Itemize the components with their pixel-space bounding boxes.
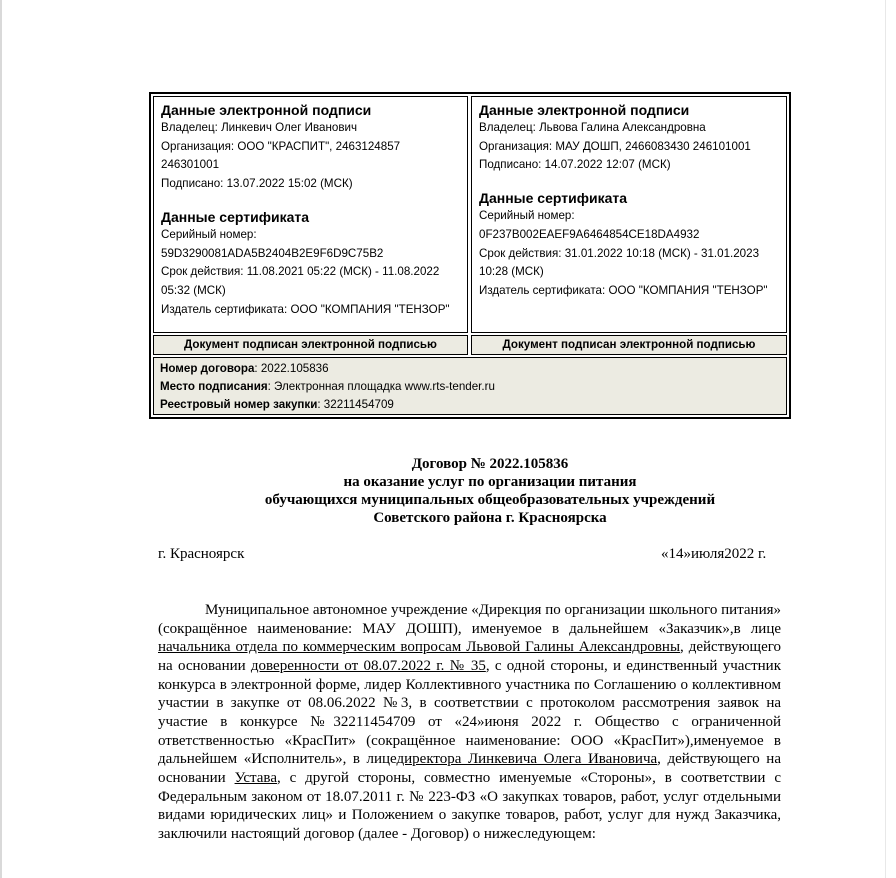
certificate-title: Данные сертификата — [479, 190, 627, 207]
signing-place-row: Место подписания: Электронная площадка www.rts-tender.ru — [160, 380, 495, 393]
certificate-validity: Срок действия: 11.08.2021 05:22 (МСК) - 11.08.2022 — [161, 265, 440, 279]
signature-panel-right — [471, 96, 787, 333]
certificate-issuer: Издатель сертификата: ООО "КОМПАНИЯ "ТЕНЗОР" — [161, 302, 450, 316]
contract-date: «14»июля2022 г. — [661, 546, 767, 562]
contract-city: г. Красноярск — [158, 546, 245, 562]
signature-title: Данные электронной подписи — [161, 102, 372, 118]
signature-organization: Организация: ООО "КРАСПИТ", 2463124857 — [161, 139, 401, 153]
certificate-serial: 0F237B002EAEF9A6464854CE18DA4932 — [479, 227, 700, 241]
certificate-serial-label: Серийный номер: — [479, 209, 575, 223]
electronic-signature-stamp — [149, 92, 791, 419]
certificate-validity-cont: 10:28 (МСК) — [479, 265, 544, 279]
page-left-edge — [0, 0, 2, 878]
certificate-validity-cont: 05:32 (МСК) — [161, 283, 226, 297]
signature-panel-left — [153, 96, 468, 333]
signature-title: Данные электронной подписи — [479, 102, 690, 118]
contract-info-panel — [153, 357, 787, 415]
certificate-issuer: Издатель сертификата: ООО "КОМПАНИЯ "ТЕНЗОР" — [479, 283, 768, 297]
contract-number-row: Номер договора: 2022.105836 — [160, 362, 329, 375]
signed-status-label-right: Документ подписан электронной подписью — [471, 335, 787, 355]
contract-title: Договор № 2022.105836 на оказание услуг по организации питания обучающихся муниципальных общеобразовательных учреждений Советского района г. Красноярска — [264, 456, 716, 526]
signature-signed-date: Подписано: 14.07.2022 12:07 (МСК) — [479, 158, 671, 172]
signature-owner: Владелец: Линкевич Олег Иванович — [161, 121, 357, 134]
signature-organization: Организация: МАУ ДОШП, 2466083430 246101001 — [479, 139, 751, 153]
signature-organization-cont: 246301001 — [161, 158, 220, 172]
signature-signed-date: Подписано: 13.07.2022 15:02 (МСК) — [161, 177, 353, 191]
certificate-serial-label: Серийный номер: — [161, 227, 257, 241]
page-right-edge — [885, 0, 886, 878]
signed-status-label-left: Документ подписан электронной подписью — [153, 335, 468, 355]
contract-preamble: Муниципальное автономное учреждение «Дирекция по организации школьного питания» (сокращённое наименование: МАУ ДОШП), именуемое в дальнейшем «Заказчик»,в лице начальника отдела по коммерческим вопросам Львовой Галины Александровны, действующего на основании доверенности от 08.07.2022 г. № 35, с одной стороны, и единственный участник конкурса в электронной форме, лидер Коллективного участника по Соглашению о коллективном участии в закупке от 08.06.2022 №3, в соответствии с протоколом рассмотрения заявок на участие в конкурсе №32211454709 от «24»июня 2022 г. Общество с ограниченной ответственностью «КрасПит» (сокращённое наименование: ООО «КрасПит»),именуемое в дальнейшем «Исполнитель», в лицедиректора Линкевича Олега Ивановича, действующего на основании Устава, с другой стороны, совместно именуемые «Стороны», в соответствии с Федеральным законом от 18.07.2011 г. № 223-ФЗ «О закупках товаров, работ, услуг отдельными видами юридических лиц» и Положением о закупке товаров, работ, услуг для нужд Заказчика, заключили настоящий договор (далее - Договор) о нижеследующем: — [158, 602, 782, 842]
signature-owner: Владелец: Львова Галина Александровна — [479, 121, 706, 134]
certificate-serial: 59D3290081ADA5B2404B2E9F6D9C75B2 — [161, 246, 384, 260]
certificate-validity: Срок действия: 31.01.2022 10:18 (МСК) - 31.01.2023 — [479, 246, 760, 260]
certificate-title: Данные сертификата — [161, 208, 309, 225]
registry-number-row: Реестровый номер закупки: 32211454709 — [160, 398, 394, 411]
